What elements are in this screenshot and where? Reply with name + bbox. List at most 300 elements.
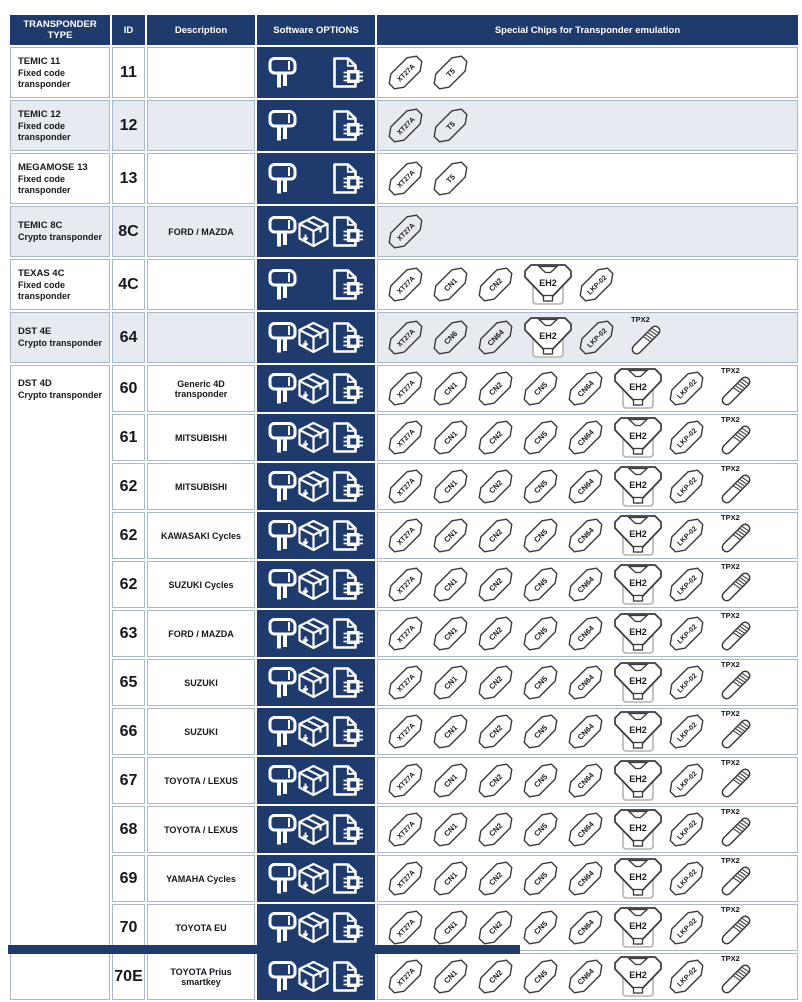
chip-cn1-icon bbox=[430, 563, 471, 606]
chip-cn1-icon bbox=[430, 906, 471, 949]
svg-text:CN2: CN2 bbox=[487, 478, 505, 496]
chip-eh2-keyhead-icon bbox=[613, 612, 663, 656]
svg-text:CN2: CN2 bbox=[487, 772, 505, 790]
table-row bbox=[10, 365, 798, 412]
id-cell: 64 bbox=[112, 312, 145, 363]
special-chips-cell bbox=[377, 659, 798, 706]
table-row bbox=[10, 47, 798, 98]
svg-text:LKP-02: LKP-02 bbox=[676, 868, 699, 891]
chip-eh2-keyhead-icon bbox=[613, 759, 663, 803]
chip-tpx2-glass-tube-icon: TPX2 bbox=[713, 808, 761, 852]
chip-cn64-icon bbox=[565, 465, 606, 508]
svg-text:CN5: CN5 bbox=[532, 919, 550, 937]
chip-eh2-keyhead-icon bbox=[613, 955, 663, 999]
transponder-type-subtitle: Crypto transponder bbox=[18, 338, 103, 348]
chip-xt27a-icon bbox=[385, 759, 426, 802]
svg-text:XT27A: XT27A bbox=[396, 967, 417, 988]
software-options-cell bbox=[257, 47, 375, 98]
chip-eh2-keyhead-icon bbox=[613, 857, 663, 901]
chip-xt27a-icon bbox=[385, 210, 426, 253]
description-cell: KAWASAKI Cycles bbox=[147, 512, 255, 559]
chip-xt27a-icon bbox=[385, 157, 426, 200]
svg-text:XT27A: XT27A bbox=[396, 820, 417, 841]
software-options-cell bbox=[257, 463, 375, 510]
svg-text:CN64: CN64 bbox=[575, 966, 596, 987]
id-cell: 11 bbox=[112, 47, 145, 98]
svg-text:CN2: CN2 bbox=[487, 821, 505, 839]
svg-text:LKP-02: LKP-02 bbox=[676, 476, 699, 499]
document-chip-icon bbox=[330, 519, 364, 552]
key-icon bbox=[268, 109, 297, 142]
id-cell: 12 bbox=[112, 100, 145, 151]
svg-text:CN1: CN1 bbox=[442, 625, 460, 643]
svg-text:CN1: CN1 bbox=[442, 380, 460, 398]
chip-tpx2-glass-tube-icon: TPX2 bbox=[713, 906, 761, 950]
svg-text:XT27A: XT27A bbox=[396, 275, 417, 296]
svg-text:EH2: EH2 bbox=[629, 822, 647, 833]
key-icon bbox=[268, 911, 297, 944]
id-cell: 8C bbox=[112, 206, 145, 257]
id-cell: 70E bbox=[112, 953, 145, 1000]
chip-t5-icon bbox=[430, 104, 471, 147]
transponder-type-cell bbox=[10, 259, 110, 310]
chip-lkp-02-icon bbox=[576, 316, 617, 359]
table-row bbox=[10, 708, 798, 755]
svg-text:XT27A: XT27A bbox=[396, 477, 417, 498]
chip-cn1-icon bbox=[430, 955, 471, 998]
chip-eh2-keyhead-icon bbox=[613, 661, 663, 705]
chip-cn2-icon bbox=[475, 612, 516, 655]
package-icon bbox=[297, 519, 330, 552]
description-cell bbox=[147, 259, 255, 310]
svg-text:EH2: EH2 bbox=[629, 626, 647, 637]
chip-cn64-icon bbox=[565, 955, 606, 998]
svg-text:CN64: CN64 bbox=[575, 525, 596, 546]
header-row bbox=[10, 15, 798, 45]
svg-text:CN1: CN1 bbox=[442, 276, 460, 294]
key-icon bbox=[268, 568, 297, 601]
chip-lkp-02-icon bbox=[666, 367, 707, 410]
special-chips-cell bbox=[377, 365, 798, 412]
svg-text:EH2: EH2 bbox=[629, 381, 647, 392]
id-cell: 60 bbox=[112, 365, 145, 412]
chip-eh2-keyhead-icon bbox=[613, 906, 663, 950]
id-cell: 68 bbox=[112, 806, 145, 853]
svg-text:CN5: CN5 bbox=[532, 576, 550, 594]
chip-xt27a-icon bbox=[385, 710, 426, 753]
svg-text:LKP-02: LKP-02 bbox=[676, 623, 699, 646]
table-row bbox=[10, 512, 798, 559]
description-cell bbox=[147, 153, 255, 204]
transponder-type-subtitle: Fixed code transponder bbox=[18, 279, 71, 301]
special-chips-cell bbox=[377, 259, 798, 310]
chip-xt27a-icon bbox=[385, 104, 426, 147]
svg-text:EH2: EH2 bbox=[539, 330, 557, 341]
svg-text:LKP-02: LKP-02 bbox=[676, 672, 699, 695]
document-chip-icon bbox=[330, 813, 364, 846]
package-icon bbox=[297, 470, 330, 503]
special-chips-cell bbox=[377, 312, 798, 363]
table-row bbox=[10, 904, 798, 951]
chip-cn2-icon bbox=[475, 808, 516, 851]
chip-lkp-02-icon bbox=[576, 263, 617, 306]
description-cell: TOYOTA / LEXUS bbox=[147, 757, 255, 804]
chip-xt27a-icon bbox=[385, 465, 426, 508]
svg-text:CN1: CN1 bbox=[442, 723, 460, 741]
chip-cn2-icon bbox=[475, 906, 516, 949]
svg-text:CN2: CN2 bbox=[487, 968, 505, 986]
software-options-cell bbox=[257, 757, 375, 804]
key-icon bbox=[268, 162, 297, 195]
svg-text:CN1: CN1 bbox=[442, 478, 460, 496]
key-icon bbox=[268, 813, 297, 846]
chip-xt27a-icon bbox=[385, 51, 426, 94]
svg-text:CN5: CN5 bbox=[532, 527, 550, 545]
chip-tpx2-glass-tube-icon: TPX2 bbox=[713, 367, 761, 411]
description-cell bbox=[147, 47, 255, 98]
svg-text:XT27A: XT27A bbox=[396, 428, 417, 449]
chip-cn1-icon bbox=[430, 514, 471, 557]
svg-text:EH2: EH2 bbox=[629, 871, 647, 882]
svg-text:LKP-02: LKP-02 bbox=[676, 574, 699, 597]
chip-cn2-icon bbox=[475, 465, 516, 508]
table-row bbox=[10, 561, 798, 608]
svg-text:EH2: EH2 bbox=[629, 430, 647, 441]
svg-text:CN2: CN2 bbox=[487, 276, 505, 294]
svg-text:CN1: CN1 bbox=[442, 576, 460, 594]
document-chip-icon bbox=[330, 421, 364, 454]
chip-cn64-icon bbox=[475, 316, 516, 359]
chip-cn5-icon bbox=[520, 612, 561, 655]
svg-text:XT27A: XT27A bbox=[396, 328, 417, 349]
chip-lkp-02-icon bbox=[666, 661, 707, 704]
svg-text:CN64: CN64 bbox=[575, 623, 596, 644]
key-icon bbox=[268, 617, 297, 650]
description-cell: MITSUBISHI bbox=[147, 463, 255, 510]
chip-cn5-icon bbox=[520, 563, 561, 606]
svg-text:EH2: EH2 bbox=[629, 724, 647, 735]
transponder-table bbox=[8, 13, 800, 1002]
description-cell: Generic 4D transponder bbox=[147, 365, 255, 412]
table-row bbox=[10, 206, 798, 257]
special-chips-cell bbox=[377, 512, 798, 559]
svg-text:CN6: CN6 bbox=[442, 329, 460, 347]
document-chip-icon bbox=[330, 960, 364, 993]
table-row bbox=[10, 659, 798, 706]
svg-text:XT27A: XT27A bbox=[396, 673, 417, 694]
svg-text:CN1: CN1 bbox=[442, 429, 460, 447]
chip-tpx2-glass-tube-icon: TPX2 bbox=[713, 563, 761, 607]
package-icon bbox=[297, 911, 330, 944]
svg-text:CN5: CN5 bbox=[532, 772, 550, 790]
chip-xt27a-icon bbox=[385, 955, 426, 998]
id-cell: 61 bbox=[112, 414, 145, 461]
document-chip-icon bbox=[330, 911, 364, 944]
description-cell: YAMAHA Cycles bbox=[147, 855, 255, 902]
chip-cn1-icon bbox=[430, 759, 471, 802]
transponder-type-subtitle: Fixed code transponder bbox=[18, 120, 71, 142]
svg-text:LKP-02: LKP-02 bbox=[676, 525, 699, 548]
svg-text:CN64: CN64 bbox=[485, 327, 506, 348]
svg-text:XT27A: XT27A bbox=[396, 222, 417, 243]
document-chip-icon bbox=[330, 862, 364, 895]
chip-tpx2-glass-tube-icon: TPX2 bbox=[713, 857, 761, 901]
chip-cn64-icon bbox=[565, 416, 606, 459]
chip-cn1-icon bbox=[430, 612, 471, 655]
chip-cn64-icon bbox=[565, 710, 606, 753]
table-row bbox=[10, 100, 798, 151]
svg-text:XT27A: XT27A bbox=[396, 63, 417, 84]
key-icon bbox=[268, 862, 297, 895]
chip-lkp-02-icon bbox=[666, 514, 707, 557]
header-description: Description bbox=[147, 15, 255, 45]
special-chips-cell bbox=[377, 47, 798, 98]
chip-cn64-icon bbox=[565, 808, 606, 851]
software-options-cell bbox=[257, 365, 375, 412]
header-transponder-type: TRANSPONDER TYPE bbox=[10, 15, 110, 45]
package-icon bbox=[297, 617, 330, 650]
table-row bbox=[10, 806, 798, 853]
document-chip-icon bbox=[330, 162, 364, 195]
chip-cn2-icon bbox=[475, 563, 516, 606]
svg-text:CN5: CN5 bbox=[532, 625, 550, 643]
chip-tpx2-glass-tube-icon: TPX2 bbox=[713, 955, 761, 999]
svg-text:XT27A: XT27A bbox=[396, 624, 417, 645]
description-cell: TOYOTA EU bbox=[147, 904, 255, 951]
key-icon bbox=[268, 421, 297, 454]
software-options-cell bbox=[257, 708, 375, 755]
svg-text:CN2: CN2 bbox=[487, 919, 505, 937]
software-options-cell bbox=[257, 806, 375, 853]
chip-cn2-icon bbox=[475, 263, 516, 306]
transponder-type-name: DST 4D bbox=[18, 378, 52, 389]
chip-cn64-icon bbox=[565, 661, 606, 704]
description-cell: TOYOTA / LEXUS bbox=[147, 806, 255, 853]
chip-cn1-icon bbox=[430, 661, 471, 704]
svg-text:CN1: CN1 bbox=[442, 870, 460, 888]
svg-text:EH2: EH2 bbox=[629, 479, 647, 490]
chip-xt27a-icon bbox=[385, 367, 426, 410]
chip-cn2-icon bbox=[475, 514, 516, 557]
transponder-type-name: TEMIC 12 bbox=[18, 108, 61, 120]
chip-cn64-icon bbox=[565, 857, 606, 900]
chip-lkp-02-icon bbox=[666, 955, 707, 998]
description-cell: MITSUBISHI bbox=[147, 414, 255, 461]
software-options-cell bbox=[257, 100, 375, 151]
special-chips-cell bbox=[377, 855, 798, 902]
transponder-type-cell bbox=[10, 100, 110, 151]
chip-eh2-keyhead-icon bbox=[613, 465, 663, 509]
svg-text:XT27A: XT27A bbox=[396, 116, 417, 137]
svg-text:LKP-02: LKP-02 bbox=[586, 327, 609, 350]
chip-cn1-icon bbox=[430, 416, 471, 459]
chip-eh2-keyhead-icon bbox=[613, 367, 663, 411]
svg-text:CN2: CN2 bbox=[487, 870, 505, 888]
chip-cn1-icon bbox=[430, 857, 471, 900]
chip-cn64-icon bbox=[565, 906, 606, 949]
package-icon bbox=[297, 715, 330, 748]
description-cell: TOYOTA Prius smartkey bbox=[147, 953, 255, 1000]
table-row bbox=[10, 259, 798, 310]
chip-eh2-keyhead-icon bbox=[523, 263, 573, 307]
description-cell: SUZUKI Cycles bbox=[147, 561, 255, 608]
table-row bbox=[10, 312, 798, 363]
svg-text:EH2: EH2 bbox=[629, 920, 647, 931]
id-cell: 62 bbox=[112, 463, 145, 510]
chip-cn1-icon bbox=[430, 465, 471, 508]
id-cell: 4C bbox=[112, 259, 145, 310]
svg-text:T5: T5 bbox=[444, 172, 458, 186]
key-icon bbox=[268, 519, 297, 552]
chip-lkp-02-icon bbox=[666, 808, 707, 851]
transponder-type-cell bbox=[10, 206, 110, 257]
svg-text:CN2: CN2 bbox=[487, 429, 505, 447]
special-chips-cell bbox=[377, 153, 798, 204]
svg-text:XT27A: XT27A bbox=[396, 918, 417, 939]
software-options-cell bbox=[257, 153, 375, 204]
table-row bbox=[10, 757, 798, 804]
svg-text:XT27A: XT27A bbox=[396, 869, 417, 890]
package-icon bbox=[297, 215, 330, 248]
chip-cn64-icon bbox=[565, 563, 606, 606]
chip-cn5-icon bbox=[520, 661, 561, 704]
svg-text:XT27A: XT27A bbox=[396, 575, 417, 596]
svg-text:T5: T5 bbox=[444, 119, 458, 133]
svg-text:CN5: CN5 bbox=[532, 870, 550, 888]
document-chip-icon bbox=[330, 268, 364, 301]
chip-lkp-02-icon bbox=[666, 612, 707, 655]
document-chip-icon bbox=[330, 666, 364, 699]
transponder-type-subtitle: Crypto transponder bbox=[18, 232, 103, 242]
chip-cn1-icon bbox=[430, 263, 471, 306]
id-cell: 62 bbox=[112, 561, 145, 608]
software-options-cell bbox=[257, 206, 375, 257]
svg-text:CN64: CN64 bbox=[575, 476, 596, 497]
software-options-cell bbox=[257, 414, 375, 461]
key-icon bbox=[268, 321, 297, 354]
chip-cn5-icon bbox=[520, 759, 561, 802]
chip-xt27a-icon bbox=[385, 263, 426, 306]
key-icon bbox=[268, 56, 297, 89]
id-cell: 67 bbox=[112, 757, 145, 804]
chip-lkp-02-icon bbox=[666, 857, 707, 900]
svg-text:CN2: CN2 bbox=[487, 723, 505, 741]
special-chips-cell bbox=[377, 561, 798, 608]
chip-eh2-keyhead-icon bbox=[523, 316, 573, 360]
document-chip-icon bbox=[330, 321, 364, 354]
svg-text:CN2: CN2 bbox=[487, 625, 505, 643]
svg-text:CN5: CN5 bbox=[532, 380, 550, 398]
chip-xt27a-icon bbox=[385, 808, 426, 851]
chip-cn2-icon bbox=[475, 367, 516, 410]
transponder-type-cell bbox=[10, 153, 110, 204]
chip-cn64-icon bbox=[565, 367, 606, 410]
transponder-table-wrap bbox=[8, 13, 800, 1002]
id-cell: 13 bbox=[112, 153, 145, 204]
svg-text:CN2: CN2 bbox=[487, 674, 505, 692]
svg-text:XT27A: XT27A bbox=[396, 379, 417, 400]
chip-cn5-icon bbox=[520, 514, 561, 557]
key-icon bbox=[268, 470, 297, 503]
svg-text:CN1: CN1 bbox=[442, 919, 460, 937]
chip-xt27a-icon bbox=[385, 906, 426, 949]
transponder-type-subtitle: Crypto transponder bbox=[18, 390, 103, 400]
svg-text:LKP-02: LKP-02 bbox=[676, 770, 699, 793]
special-chips-cell bbox=[377, 463, 798, 510]
svg-text:LKP-02: LKP-02 bbox=[586, 274, 609, 297]
chip-cn5-icon bbox=[520, 465, 561, 508]
document-chip-icon bbox=[330, 470, 364, 503]
svg-text:CN1: CN1 bbox=[442, 527, 460, 545]
svg-text:CN64: CN64 bbox=[575, 917, 596, 938]
chip-cn5-icon bbox=[520, 955, 561, 998]
special-chips-cell bbox=[377, 806, 798, 853]
chip-eh2-keyhead-icon bbox=[613, 514, 663, 558]
chip-xt27a-icon bbox=[385, 857, 426, 900]
description-cell: SUZUKI bbox=[147, 708, 255, 755]
chip-tpx2-glass-tube-icon: TPX2 bbox=[713, 514, 761, 558]
svg-text:EH2: EH2 bbox=[629, 675, 647, 686]
svg-text:EH2: EH2 bbox=[629, 577, 647, 588]
software-options-cell bbox=[257, 259, 375, 310]
svg-text:CN64: CN64 bbox=[575, 574, 596, 595]
transponder-type-name: TEMIC 8C bbox=[18, 220, 63, 231]
header-id: ID bbox=[112, 15, 145, 45]
chip-cn5-icon bbox=[520, 416, 561, 459]
svg-text:LKP-02: LKP-02 bbox=[676, 966, 699, 989]
special-chips-cell bbox=[377, 414, 798, 461]
special-chips-cell bbox=[377, 757, 798, 804]
svg-text:CN1: CN1 bbox=[442, 674, 460, 692]
svg-text:CN2: CN2 bbox=[487, 576, 505, 594]
chip-t5-icon bbox=[430, 51, 471, 94]
svg-text:EH2: EH2 bbox=[629, 969, 647, 980]
id-cell: 70 bbox=[112, 904, 145, 951]
document-chip-icon bbox=[330, 109, 364, 142]
document-chip-icon bbox=[330, 215, 364, 248]
footer-bar bbox=[8, 945, 520, 954]
key-icon bbox=[268, 268, 297, 301]
package-icon bbox=[297, 813, 330, 846]
chip-tpx2-glass-tube-icon: TPX2 bbox=[713, 661, 761, 705]
svg-text:XT27A: XT27A bbox=[396, 526, 417, 547]
svg-text:EH2: EH2 bbox=[629, 528, 647, 539]
chip-cn6-icon bbox=[430, 316, 471, 359]
chip-cn2-icon bbox=[475, 710, 516, 753]
chip-cn5-icon bbox=[520, 857, 561, 900]
chip-eh2-keyhead-icon bbox=[613, 710, 663, 754]
header-software-options: Software OPTIONS bbox=[257, 15, 375, 45]
chip-cn1-icon bbox=[430, 808, 471, 851]
svg-text:LKP-02: LKP-02 bbox=[676, 427, 699, 450]
table-row bbox=[10, 414, 798, 461]
svg-text:CN64: CN64 bbox=[575, 819, 596, 840]
chip-cn2-icon bbox=[475, 661, 516, 704]
svg-text:EH2: EH2 bbox=[539, 277, 557, 288]
svg-text:CN1: CN1 bbox=[442, 968, 460, 986]
chip-cn64-icon bbox=[565, 612, 606, 655]
chip-xt27a-icon bbox=[385, 661, 426, 704]
svg-text:CN64: CN64 bbox=[575, 868, 596, 889]
document-chip-icon bbox=[330, 56, 364, 89]
package-icon bbox=[297, 568, 330, 601]
description-cell bbox=[147, 312, 255, 363]
chip-xt27a-icon bbox=[385, 416, 426, 459]
package-icon bbox=[297, 960, 330, 993]
key-icon bbox=[268, 960, 297, 993]
svg-text:LKP-02: LKP-02 bbox=[676, 819, 699, 842]
table-row bbox=[10, 463, 798, 510]
